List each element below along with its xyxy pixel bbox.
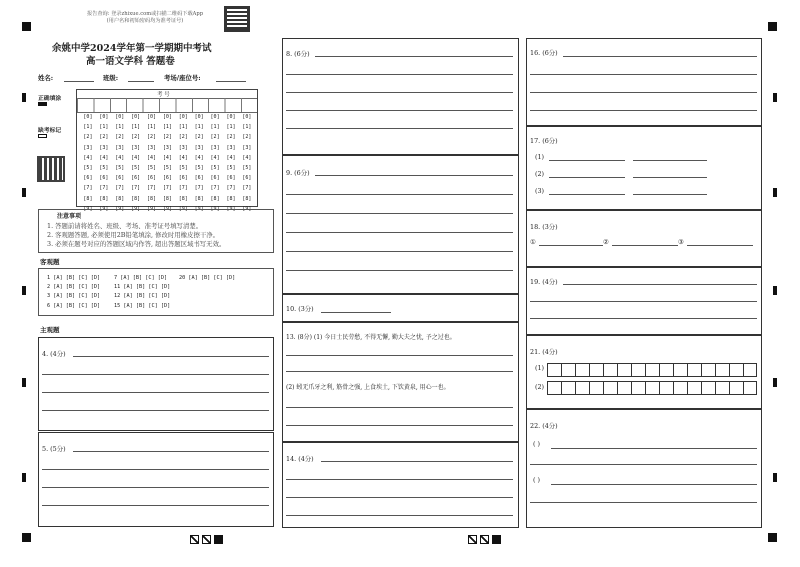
q14-box: [282, 442, 519, 528]
q21-label: 21. (4分): [530, 348, 558, 356]
id-digit-bubble[interactable]: [3]: [83, 144, 93, 151]
id-digit-bubble[interactable]: [8]: [226, 195, 236, 202]
answer-line[interactable]: [530, 464, 757, 465]
q13-box: [282, 322, 519, 442]
answer-line[interactable]: [315, 56, 513, 57]
id-digit-bubble[interactable]: [6]: [131, 175, 141, 182]
id-digit-bubble[interactable]: [5]: [194, 165, 204, 172]
q21-box: [526, 335, 762, 409]
answer-line[interactable]: [530, 318, 757, 319]
id-digit-bubble[interactable]: [8]: [83, 195, 93, 202]
id-digit-bubble[interactable]: [3]: [194, 144, 204, 151]
id-digit-bubble[interactable]: [3]: [210, 144, 220, 151]
subject-title: 高一语文学科 答题卷: [86, 56, 175, 67]
q9-box: [282, 155, 519, 294]
id-digit-bubble[interactable]: [7]: [131, 185, 141, 192]
absent-mark-label: 缺考标记: [38, 128, 62, 134]
part-label: ( ): [533, 440, 541, 448]
id-digit-bubble[interactable]: [9]: [131, 205, 141, 212]
id-digit-bubble[interactable]: [6]: [162, 175, 172, 182]
answer-line[interactable]: [286, 515, 513, 516]
q18-label: 18. (3分): [530, 223, 558, 231]
q16-label: 16. (6分): [530, 49, 558, 57]
notice-item: 2. 客观题答题, 必须使用2B铅笔填涂, 修改时用橡皮擦干净。: [47, 231, 219, 239]
answer-line[interactable]: [551, 484, 757, 485]
id-digit-bubble[interactable]: [2]: [83, 134, 93, 141]
id-digit-bubble[interactable]: [9]: [210, 205, 220, 212]
id-digit-bubble[interactable]: [2]: [178, 134, 188, 141]
id-digit-bubble[interactable]: [6]: [83, 175, 93, 182]
corner-mark-bl: [22, 533, 31, 542]
answer-line[interactable]: [633, 194, 707, 195]
id-digit-bubble[interactable]: [4]: [194, 154, 204, 161]
id-digit-bubble[interactable]: [0]: [83, 114, 93, 120]
part-label: (2): [535, 170, 545, 178]
id-digit-bubble[interactable]: [3]: [131, 144, 141, 151]
part-label: (2): [535, 383, 545, 391]
timing-mark: [22, 378, 26, 387]
answer-line[interactable]: [286, 270, 513, 271]
objective-row[interactable]: 3 [A] [B] [C] [D]: [47, 293, 101, 300]
id-digit-bubble[interactable]: [5]: [178, 165, 188, 172]
objective-row[interactable]: 1 [A] [B] [C] [D]: [47, 275, 101, 281]
id-digit-bubble[interactable]: [7]: [242, 185, 252, 192]
answer-line[interactable]: [549, 160, 625, 161]
name-field[interactable]: [64, 81, 94, 82]
q8-label: 8. (6分): [286, 50, 310, 58]
answer-line[interactable]: [42, 392, 269, 393]
corner-mark-tl: [22, 22, 31, 31]
answer-line[interactable]: [286, 425, 513, 426]
notice-box: [38, 209, 274, 253]
id-digit-bubble[interactable]: [0]: [226, 114, 236, 120]
id-digit-bubble[interactable]: [8]: [99, 195, 109, 202]
id-digit-bubble[interactable]: [0]: [99, 114, 109, 120]
q22-label: 22. (4分): [530, 422, 558, 430]
id-digit-bubble[interactable]: [3]: [162, 144, 172, 151]
answer-line[interactable]: [73, 451, 269, 452]
id-digit-bubble[interactable]: [7]: [226, 185, 236, 192]
id-digit-bubble[interactable]: [6]: [226, 175, 236, 182]
id-digit-bubble[interactable]: [9]: [194, 205, 204, 212]
part-label: ③: [678, 238, 684, 246]
id-digit-bubble[interactable]: [8]: [242, 195, 252, 202]
id-digit-bubble[interactable]: [4]: [99, 154, 109, 161]
id-digit-bubble[interactable]: [4]: [115, 154, 125, 161]
id-digit-bubble[interactable]: [1]: [242, 124, 252, 131]
char-grid-row[interactable]: [547, 363, 757, 377]
q19-label: 19. (4分): [530, 278, 558, 286]
answer-line[interactable]: [286, 110, 513, 111]
q16-box: [526, 38, 762, 126]
objective-row[interactable]: 12 [A] [B] [C] [D]: [114, 293, 171, 300]
subjective-title: 主观题: [40, 326, 60, 334]
id-digit-bubble[interactable]: [6]: [146, 175, 157, 182]
id-digit-bubble[interactable]: [1]: [146, 124, 157, 131]
q14-label: 14. (4分): [286, 455, 314, 463]
id-digit-bubble[interactable]: [5]: [226, 165, 236, 172]
q17-label: 17. (6分): [530, 137, 558, 145]
id-digit-bubble[interactable]: [4]: [83, 154, 93, 161]
objective-row[interactable]: 11 [A] [B] [C] [D]: [114, 284, 171, 291]
id-digit-bubble[interactable]: [7]: [83, 185, 93, 192]
answer-line[interactable]: [42, 469, 269, 470]
page-indicator-right: [468, 535, 501, 544]
id-digit-bubble[interactable]: [2]: [242, 134, 252, 141]
id-digit-bubble[interactable]: [6]: [242, 175, 252, 182]
id-digit-bubble[interactable]: [6]: [115, 175, 125, 182]
q17-box: [526, 126, 762, 210]
timing-mark: [773, 473, 777, 482]
id-digit-bubble[interactable]: [1]: [226, 124, 236, 131]
id-digit-bubble[interactable]: [5]: [242, 165, 252, 172]
id-digit-bubble[interactable]: [2]: [131, 134, 141, 141]
q4-label: 4. (4分): [42, 350, 66, 358]
id-digit-bubble[interactable]: [0]: [115, 114, 125, 120]
id-digit-bubble[interactable]: [9]: [226, 205, 236, 212]
answer-line[interactable]: [549, 194, 625, 195]
room-field[interactable]: [216, 81, 246, 82]
name-label: 姓名:: [38, 74, 54, 82]
id-digit-bubble[interactable]: [0]: [210, 114, 220, 120]
answer-line[interactable]: [286, 407, 513, 408]
report-note: 报告查询: 登录zhixue.com或扫描二维码下载App (用户名和初始密码均为准考证号): [86, 11, 204, 24]
qr-code-top: [224, 6, 250, 32]
exam-id-bubbles[interactable]: [80, 112, 255, 214]
objective-title: 客观题: [40, 258, 60, 266]
id-digit-bubble[interactable]: [2]: [146, 134, 157, 141]
id-digit-bubble[interactable]: [4]: [146, 154, 157, 161]
answer-line[interactable]: [530, 110, 757, 111]
part-label: ②: [603, 238, 609, 246]
id-digit-bubble[interactable]: [8]: [131, 195, 141, 202]
id-digit-bubble[interactable]: [6]: [194, 175, 204, 182]
id-digit-bubble[interactable]: [1]: [115, 124, 125, 131]
id-digit-bubble[interactable]: [9]: [146, 205, 157, 212]
id-digit-bubble[interactable]: [9]: [162, 205, 172, 212]
answer-line[interactable]: [42, 487, 269, 488]
timing-mark: [773, 286, 777, 295]
id-digit-bubble[interactable]: [7]: [115, 185, 125, 192]
answer-line[interactable]: [286, 128, 513, 129]
id-digit-bubble[interactable]: [8]: [178, 195, 188, 202]
answer-line[interactable]: [286, 232, 513, 233]
answer-line[interactable]: [321, 312, 391, 313]
id-digit-bubble[interactable]: [0]: [131, 114, 141, 120]
q5-box: [38, 432, 274, 527]
timing-mark: [22, 93, 26, 102]
objective-box: [38, 268, 274, 316]
objective-row[interactable]: 2 [A] [B] [C] [D]: [47, 284, 101, 291]
q5-label: 5. (5分): [42, 445, 66, 453]
id-digit-bubble[interactable]: [5]: [210, 165, 220, 172]
answer-line[interactable]: [321, 461, 513, 462]
answer-line[interactable]: [633, 177, 707, 178]
answer-line[interactable]: [612, 245, 678, 246]
id-digit-bubble[interactable]: [2]: [226, 134, 236, 141]
id-digit-bubble[interactable]: [8]: [162, 195, 172, 202]
notice-item: 3. 必须在题号对应的答题区域内作答, 超出答题区域书写无效。: [47, 240, 226, 248]
id-digit-bubble[interactable]: [7]: [99, 185, 109, 192]
answer-line[interactable]: [286, 194, 513, 195]
id-digit-bubble[interactable]: [1]: [178, 124, 188, 131]
answer-line[interactable]: [530, 301, 757, 302]
answer-line[interactable]: [551, 448, 757, 449]
answer-line[interactable]: [563, 56, 757, 57]
id-digit-bubble[interactable]: [5]: [146, 165, 157, 172]
answer-line[interactable]: [286, 497, 513, 498]
id-digit-bubble[interactable]: [4]: [226, 154, 236, 161]
id-digit-bubble[interactable]: [7]: [178, 185, 188, 192]
part-label: (3): [535, 187, 545, 195]
id-digit-bubble[interactable]: [8]: [210, 195, 220, 202]
objective-row[interactable]: 15 [A] [B] [C] [D]: [114, 302, 171, 309]
id-digit-bubble[interactable]: [3]: [115, 144, 125, 151]
id-digit-bubble[interactable]: [0]: [178, 114, 188, 120]
id-digit-bubble[interactable]: [4]: [178, 154, 188, 161]
char-grid-row[interactable]: [547, 381, 757, 395]
id-digit-bubble[interactable]: [7]: [146, 185, 157, 192]
corner-mark-br: [768, 533, 777, 542]
id-digit-bubble[interactable]: [5]: [162, 165, 172, 172]
q9-label: 9. (6分): [286, 169, 310, 177]
answer-line[interactable]: [286, 355, 513, 356]
id-digit-bubble[interactable]: [3]: [226, 144, 236, 151]
answer-line[interactable]: [42, 505, 269, 506]
answer-line[interactable]: [530, 74, 757, 75]
id-digit-bubble[interactable]: [0]: [162, 114, 172, 120]
objective-row[interactable]: 20 [A] [B] [C] [D]: [179, 275, 236, 281]
answer-line[interactable]: [315, 175, 513, 176]
q19-box: [526, 267, 762, 335]
timing-mark: [22, 473, 26, 482]
answer-line[interactable]: [530, 92, 757, 93]
answer-line[interactable]: [633, 160, 707, 161]
q18-box: [526, 210, 762, 267]
correct-fill-sample: [38, 102, 47, 106]
answer-line[interactable]: [73, 356, 269, 357]
class-field[interactable]: [128, 81, 154, 82]
part-label: (1): [535, 153, 545, 161]
id-digit-bubble[interactable]: [9]: [242, 205, 252, 212]
answer-line[interactable]: [539, 245, 603, 246]
id-digit-bubble[interactable]: [1]: [210, 124, 220, 131]
timing-mark: [22, 286, 26, 295]
answer-line[interactable]: [563, 284, 757, 285]
part-label: ( ): [533, 476, 541, 484]
q10-box: [282, 294, 519, 322]
id-digit-bubble[interactable]: [5]: [99, 165, 109, 172]
id-digit-bubble[interactable]: [6]: [210, 175, 220, 182]
id-digit-bubble[interactable]: [4]: [210, 154, 220, 161]
part-label: ①: [530, 238, 536, 246]
id-digit-bubble[interactable]: [0]: [146, 114, 157, 120]
id-digit-bubble[interactable]: [7]: [210, 185, 220, 192]
correct-fill-label: 正确填涂: [38, 96, 62, 102]
q13-part2: (2) 蚓无爪牙之利, 筋骨之强, 上食埃土, 下饮黄泉, 用心一也。: [286, 384, 450, 391]
id-digit-bubble[interactable]: [9]: [178, 205, 188, 212]
id-digit-bubble[interactable]: [2]: [194, 134, 204, 141]
id-digit-bubble[interactable]: [1]: [131, 124, 141, 131]
id-digit-bubble[interactable]: [3]: [99, 144, 109, 151]
room-label: 考场/座位号:: [164, 74, 201, 82]
answer-line[interactable]: [687, 245, 753, 246]
id-digit-bubble[interactable]: [9]: [115, 205, 125, 212]
exam-id-header: 考 号: [157, 92, 170, 98]
notice-item: 1. 答题前请将姓名、班级、考场、准考证号填写清楚。: [47, 222, 203, 230]
id-digit-bubble[interactable]: [9]: [83, 205, 93, 212]
answer-line[interactable]: [42, 374, 269, 375]
id-digit-bubble[interactable]: [7]: [162, 185, 172, 192]
q8-box: [282, 38, 519, 155]
part-label: (1): [535, 364, 545, 372]
id-digit-bubble[interactable]: [2]: [210, 134, 220, 141]
id-digit-bubble[interactable]: [1]: [83, 124, 93, 131]
id-digit-bubble[interactable]: [4]: [242, 154, 252, 161]
id-digit-bubble[interactable]: [9]: [99, 205, 109, 212]
answer-line[interactable]: [286, 251, 513, 252]
q22-box: [526, 409, 762, 528]
id-digit-bubble[interactable]: [3]: [178, 144, 188, 151]
answer-line[interactable]: [286, 213, 513, 214]
answer-line[interactable]: [286, 74, 513, 75]
id-digit-bubble[interactable]: [8]: [115, 195, 125, 202]
timing-mark: [773, 93, 777, 102]
id-digit-bubble[interactable]: [2]: [99, 134, 109, 141]
answer-line[interactable]: [42, 410, 269, 411]
absent-mark-box[interactable]: [38, 134, 47, 138]
id-digit-bubble[interactable]: [0]: [194, 114, 204, 120]
answer-line[interactable]: [549, 177, 625, 178]
school-title: 余姚中学2024学年第一学期期中考试: [52, 43, 212, 54]
id-digit-bubble[interactable]: [5]: [131, 165, 141, 172]
corner-mark-tr: [768, 22, 777, 31]
id-digit-bubble[interactable]: [4]: [131, 154, 141, 161]
id-digit-bubble[interactable]: [2]: [115, 134, 125, 141]
id-digit-bubble[interactable]: [1]: [162, 124, 172, 131]
q4-box: [38, 337, 274, 431]
id-digit-bubble[interactable]: [2]: [162, 134, 172, 141]
id-digit-bubble[interactable]: [8]: [146, 195, 157, 202]
id-digit-bubble[interactable]: [5]: [83, 165, 93, 172]
id-digit-bubble[interactable]: [5]: [115, 165, 125, 172]
answer-line[interactable]: [286, 479, 513, 480]
id-digit-bubble[interactable]: [6]: [178, 175, 188, 182]
id-digit-bubble[interactable]: [6]: [99, 175, 109, 182]
answer-line[interactable]: [286, 92, 513, 93]
q10-label: 10. (3分): [286, 305, 314, 313]
id-digit-bubble[interactable]: [1]: [99, 124, 109, 131]
answer-line[interactable]: [286, 371, 513, 372]
id-digit-bubble[interactable]: [0]: [242, 114, 252, 120]
q13-label: 13. (8分) (1) 今日士民劳愁, 不得无懈, 勤大夫之忧, 予之过也。: [286, 334, 456, 341]
id-digit-bubble[interactable]: [4]: [162, 154, 172, 161]
objective-row[interactable]: 6 [A] [B] [C] [D]: [47, 302, 101, 309]
timing-mark: [773, 188, 777, 197]
notice-title: 注意事项: [57, 213, 82, 220]
student-qr-code: [37, 156, 65, 182]
page-indicator-left: [190, 535, 223, 544]
class-label: 班级:: [103, 74, 119, 82]
id-digit-bubble[interactable]: [3]: [242, 144, 252, 151]
exam-id-grid: [76, 89, 258, 212]
answer-line[interactable]: [530, 502, 757, 503]
id-digit-bubble[interactable]: [1]: [194, 124, 204, 131]
objective-row[interactable]: 7 [A] [B] [C] [D]: [114, 275, 168, 281]
id-digit-bubble[interactable]: [3]: [146, 144, 157, 151]
id-digit-bubble[interactable]: [7]: [194, 185, 204, 192]
timing-mark: [22, 188, 26, 197]
id-digit-bubble[interactable]: [8]: [194, 195, 204, 202]
timing-mark: [773, 378, 777, 387]
